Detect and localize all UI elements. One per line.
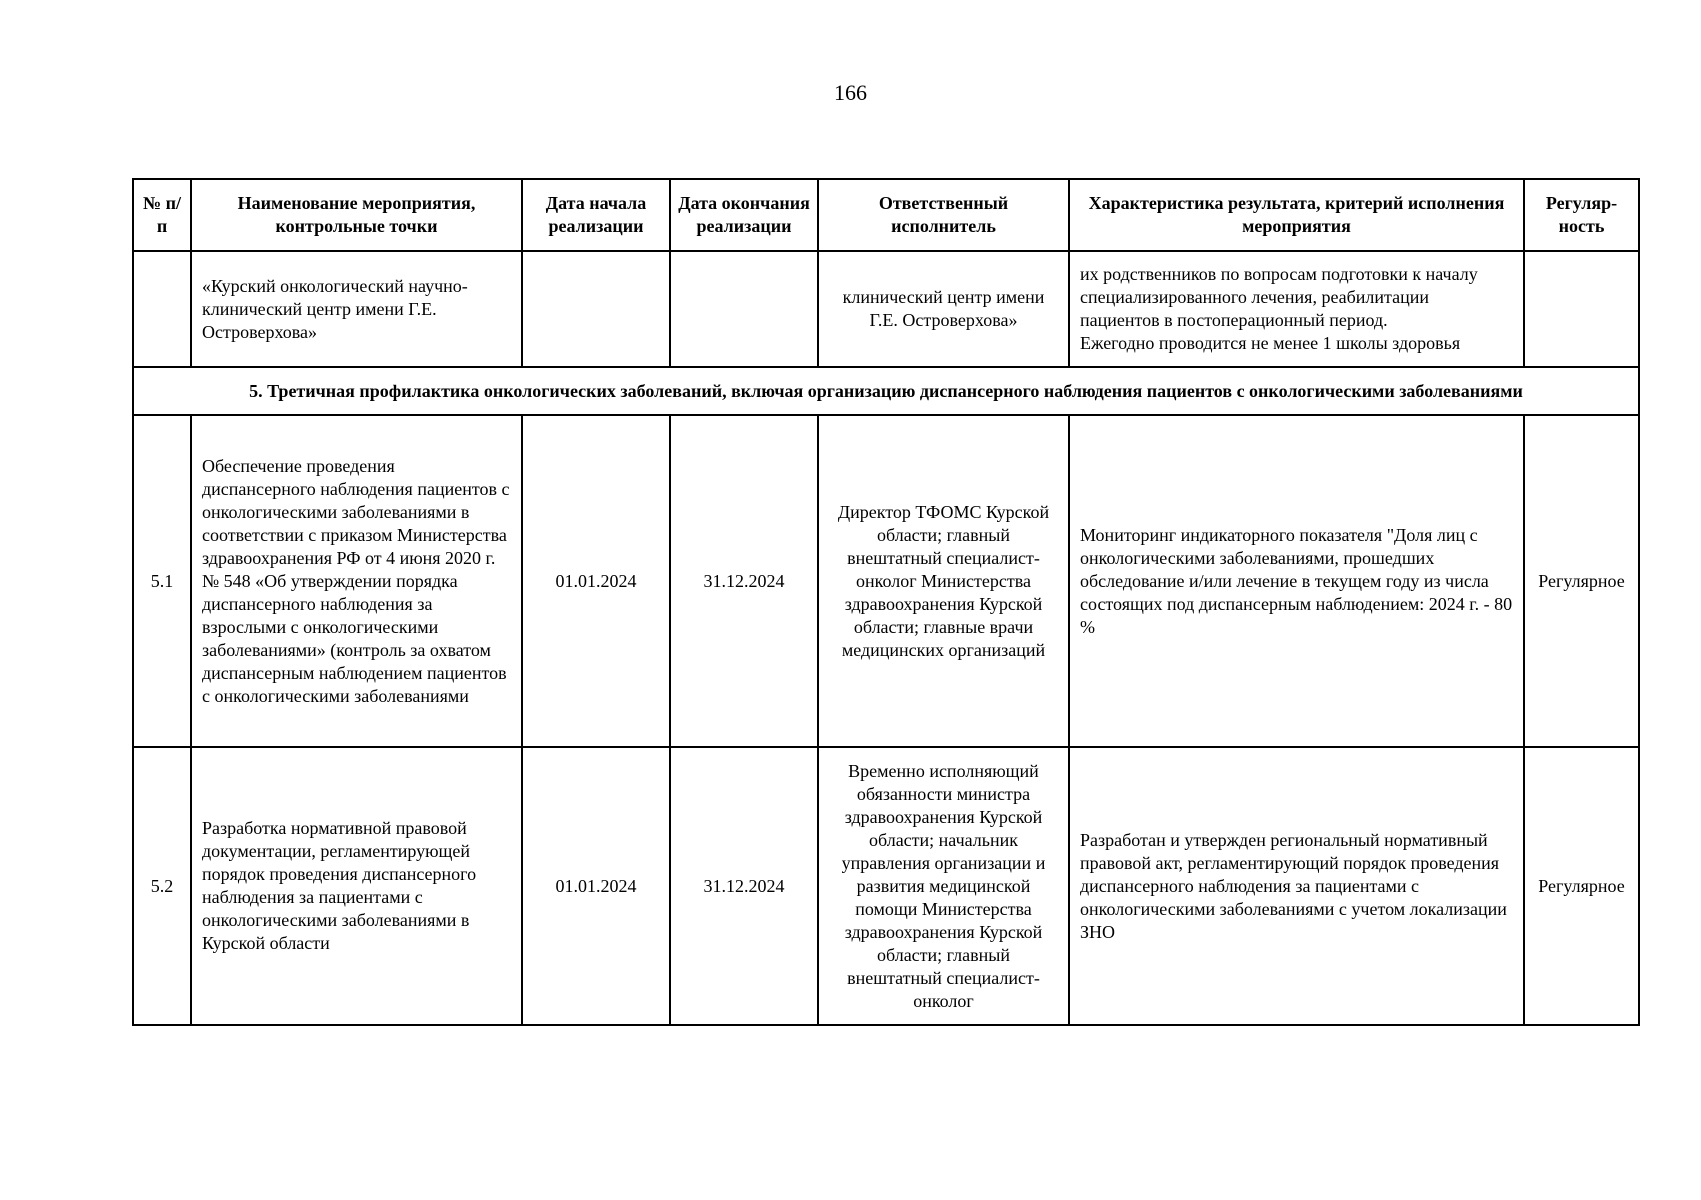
cell-name: «Курский онкологический научно-клинический центр имени Г.Е. Островерхова» — [191, 251, 522, 367]
cell-responsible: Временно исполняющий обязанности министра здравоохранения Курской области; начальник управления организации и развития медицинской помощи Министерства здравоохранения Курской области; главный внештатный специалист-онколог — [818, 747, 1069, 1025]
header-name: Наименование мероприятия, контрольные точки — [191, 179, 522, 251]
cell-num: 5.2 — [133, 747, 191, 1025]
cell-end-date: 31.12.2024 — [670, 747, 818, 1025]
cell-characteristic: Мониторинг индикаторного показателя "Доля лиц с онкологическими заболеваниями, прошедших обследование и/или лечение в текущем году из числа состоящих под диспансерным наблюдением: 2024 г. - 80 % — [1069, 415, 1524, 747]
cell-start-date: 01.01.2024 — [522, 415, 670, 747]
page-number: 166 — [834, 80, 867, 105]
cell-name: Обеспечение проведения диспансерного наблюдения пациентов с онкологическими заболеваниями в соответствии с приказом Министерства здравоохранения РФ от 4 июня 2020 г. № 548 «Об утверждении порядка диспансерного наблюдения за взрослыми с онкологическими заболеваниями» (контроль за охватом диспансерным наблюдением пациентов с онкологическими заболеваниями — [191, 415, 522, 747]
header-end-date: Дата окончания реализации — [670, 179, 818, 251]
cell-characteristic: Разработан и утвержден региональный нормативный правовой акт, регламентирующий порядок проведения диспансерного наблюдения за пациентами с онкологическими заболеваниями с учетом локализации ЗНО — [1069, 747, 1524, 1025]
header-start-date: Дата начала реализации — [522, 179, 670, 251]
cell-start-date — [522, 251, 670, 367]
table-row-continuation — [133, 251, 1639, 367]
table-row — [133, 415, 1639, 747]
cell-end-date — [670, 251, 818, 367]
section-title: 5. Третичная профилактика онкологических заболеваний, включая организацию диспансерного наблюдения пациентов с онкологическими заболеваниями — [133, 367, 1639, 415]
cell-regularity: Регулярное — [1524, 415, 1639, 747]
cell-responsible: Директор ТФОМС Курской области; главный внештатный специалист-онколог Министерства здравоохранения Курской области; главные врачи медицинских организаций — [818, 415, 1069, 747]
cell-num: 5.1 — [133, 415, 191, 747]
cell-start-date: 01.01.2024 — [522, 747, 670, 1025]
table-row — [133, 747, 1639, 1025]
header-characteristic: Характеристика результата, критерий исполнения мероприятия — [1069, 179, 1524, 251]
cell-regularity: Регулярное — [1524, 747, 1639, 1025]
cell-responsible: клинический центр имени Г.Е. Островерхова» — [818, 251, 1069, 367]
cell-regularity — [1524, 251, 1639, 367]
cell-num — [133, 251, 191, 367]
activities-table — [132, 178, 1640, 1026]
section-header-row — [133, 367, 1639, 415]
characteristic-text-part1: их родственников по вопросам подготовки к началу специализированного лечения, реабилитации пациентов в постоперационный период. — [1080, 264, 1478, 330]
header-num: № п/п — [133, 179, 191, 251]
table-header — [133, 179, 1639, 251]
header-responsible: Ответственный исполнитель — [818, 179, 1069, 251]
cell-characteristic — [1069, 251, 1524, 367]
cell-end-date: 31.12.2024 — [670, 415, 818, 747]
characteristic-text-part2: Ежегодно проводится не менее 1 школы здоровья — [1080, 333, 1461, 353]
cell-name: Разработка нормативной правовой документации, регламентирующей порядок проведения диспансерного наблюдения за пациентами с онкологическими заболеваниями в Курской области — [191, 747, 522, 1025]
header-regularity: Регуляр-ность — [1524, 179, 1639, 251]
